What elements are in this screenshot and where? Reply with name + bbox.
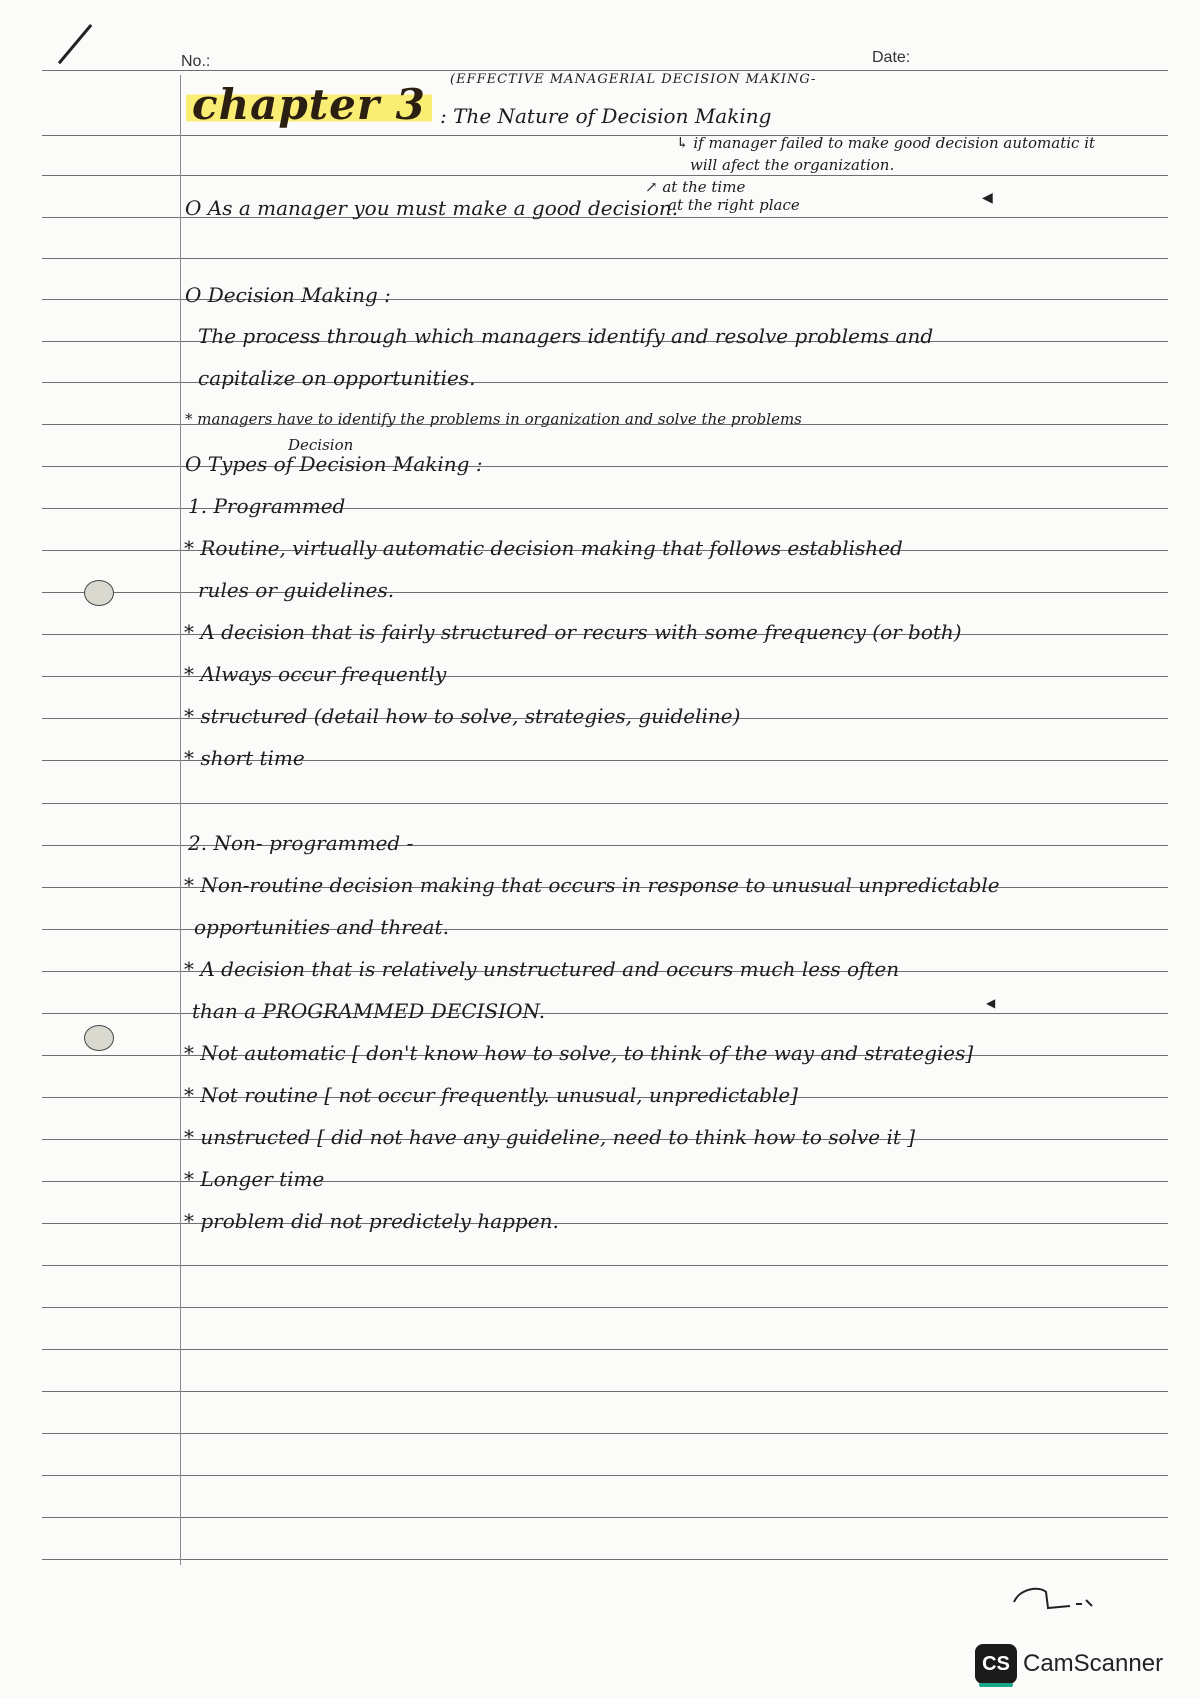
nonprogrammed-heading: 2. Non- programmed - [188,831,414,855]
date-label: Date: [872,49,911,66]
punch-hole [84,1025,114,1051]
types-heading: O Types of Decision Making : [185,452,483,476]
ruled-line [42,803,1168,804]
programmed-point: * A decision that is fairly structured or recurs with some frequency (or both) [184,620,962,644]
ruled-line [42,1517,1168,1518]
managers-note: * managers have to identify the problems in organization and solve the problems [185,410,802,428]
ruled-line [42,1559,1168,1560]
nonprogrammed-point: * Not automatic [ don't know how to solve, to think of the way and strategies] [184,1041,974,1065]
camscanner-watermark [975,1644,1163,1684]
signature-scribble-icon [1010,1582,1110,1612]
programmed-point: rules or guidelines. [198,578,395,602]
decision-making-heading: O Decision Making : [185,283,391,307]
manager-statement: O As a manager you must make a good decision. [185,196,679,220]
types-insert: Decision [288,436,354,454]
side-note: will afect the organization. [690,156,895,174]
side-note: ↳ if manager failed to make good decision automatic it [676,134,1096,152]
ruled-line [42,1433,1168,1434]
pointer-mark-icon: ◀ [982,190,993,206]
pen-stroke-mark [58,24,92,64]
timing-note: ↗ at the time [645,178,746,196]
margin-line [180,75,181,1565]
ruled-line [42,1265,1168,1266]
nonprogrammed-point: * Longer time [184,1167,325,1191]
nonprogrammed-point: opportunities and threat. [194,915,449,939]
chapter-subtitle-top: (EFFECTIVE MANAGERIAL DECISION MAKING- [450,72,817,87]
ruled-line [42,1391,1168,1392]
chapter-title: chapter 3 [186,80,432,129]
ruled-line [42,1475,1168,1476]
nonprogrammed-point: * Non-routine decision making that occurs in response to unusual unpredictable [184,873,1000,897]
nonprogrammed-point: * unstructed [ did not have any guideline, need to think how to solve it ] [184,1125,916,1149]
place-note: at the right place [668,196,800,214]
programmed-point: * Always occur frequently [184,662,447,686]
nonprogrammed-point: * problem did not predictely happen. [184,1209,559,1233]
punch-hole [84,580,114,606]
ruled-line [42,258,1168,259]
camscanner-name: CamScanner [1023,1650,1164,1677]
programmed-heading: 1. Programmed [188,494,346,518]
programmed-point: * Routine, virtually automatic decision making that follows established [184,536,903,560]
programmed-point: * short time [184,746,305,770]
camscanner-logo-icon: CS [975,1644,1017,1684]
nonprogrammed-point: * A decision that is relatively unstructured and occurs much less often [184,957,900,981]
programmed-point: * structured (detail how to solve, strategies, guideline) [184,704,741,728]
ruled-line [42,175,1168,176]
pointer-mark-icon: ◀ [986,996,996,1010]
chapter-subtitle: : The Nature of Decision Making [440,104,772,128]
ruled-line [42,1307,1168,1308]
ruled-line [42,70,1168,71]
definition-line: The process through which managers identify and resolve problems and [198,324,934,348]
nonprogrammed-point: than a PROGRAMMED DECISION. [192,999,546,1023]
number-label: No.: [181,53,211,70]
definition-line: capitalize on opportunities. [198,366,476,390]
ruled-line [42,1349,1168,1350]
nonprogrammed-point: * Not routine [ not occur frequently. unusual, unpredictable] [184,1083,798,1107]
